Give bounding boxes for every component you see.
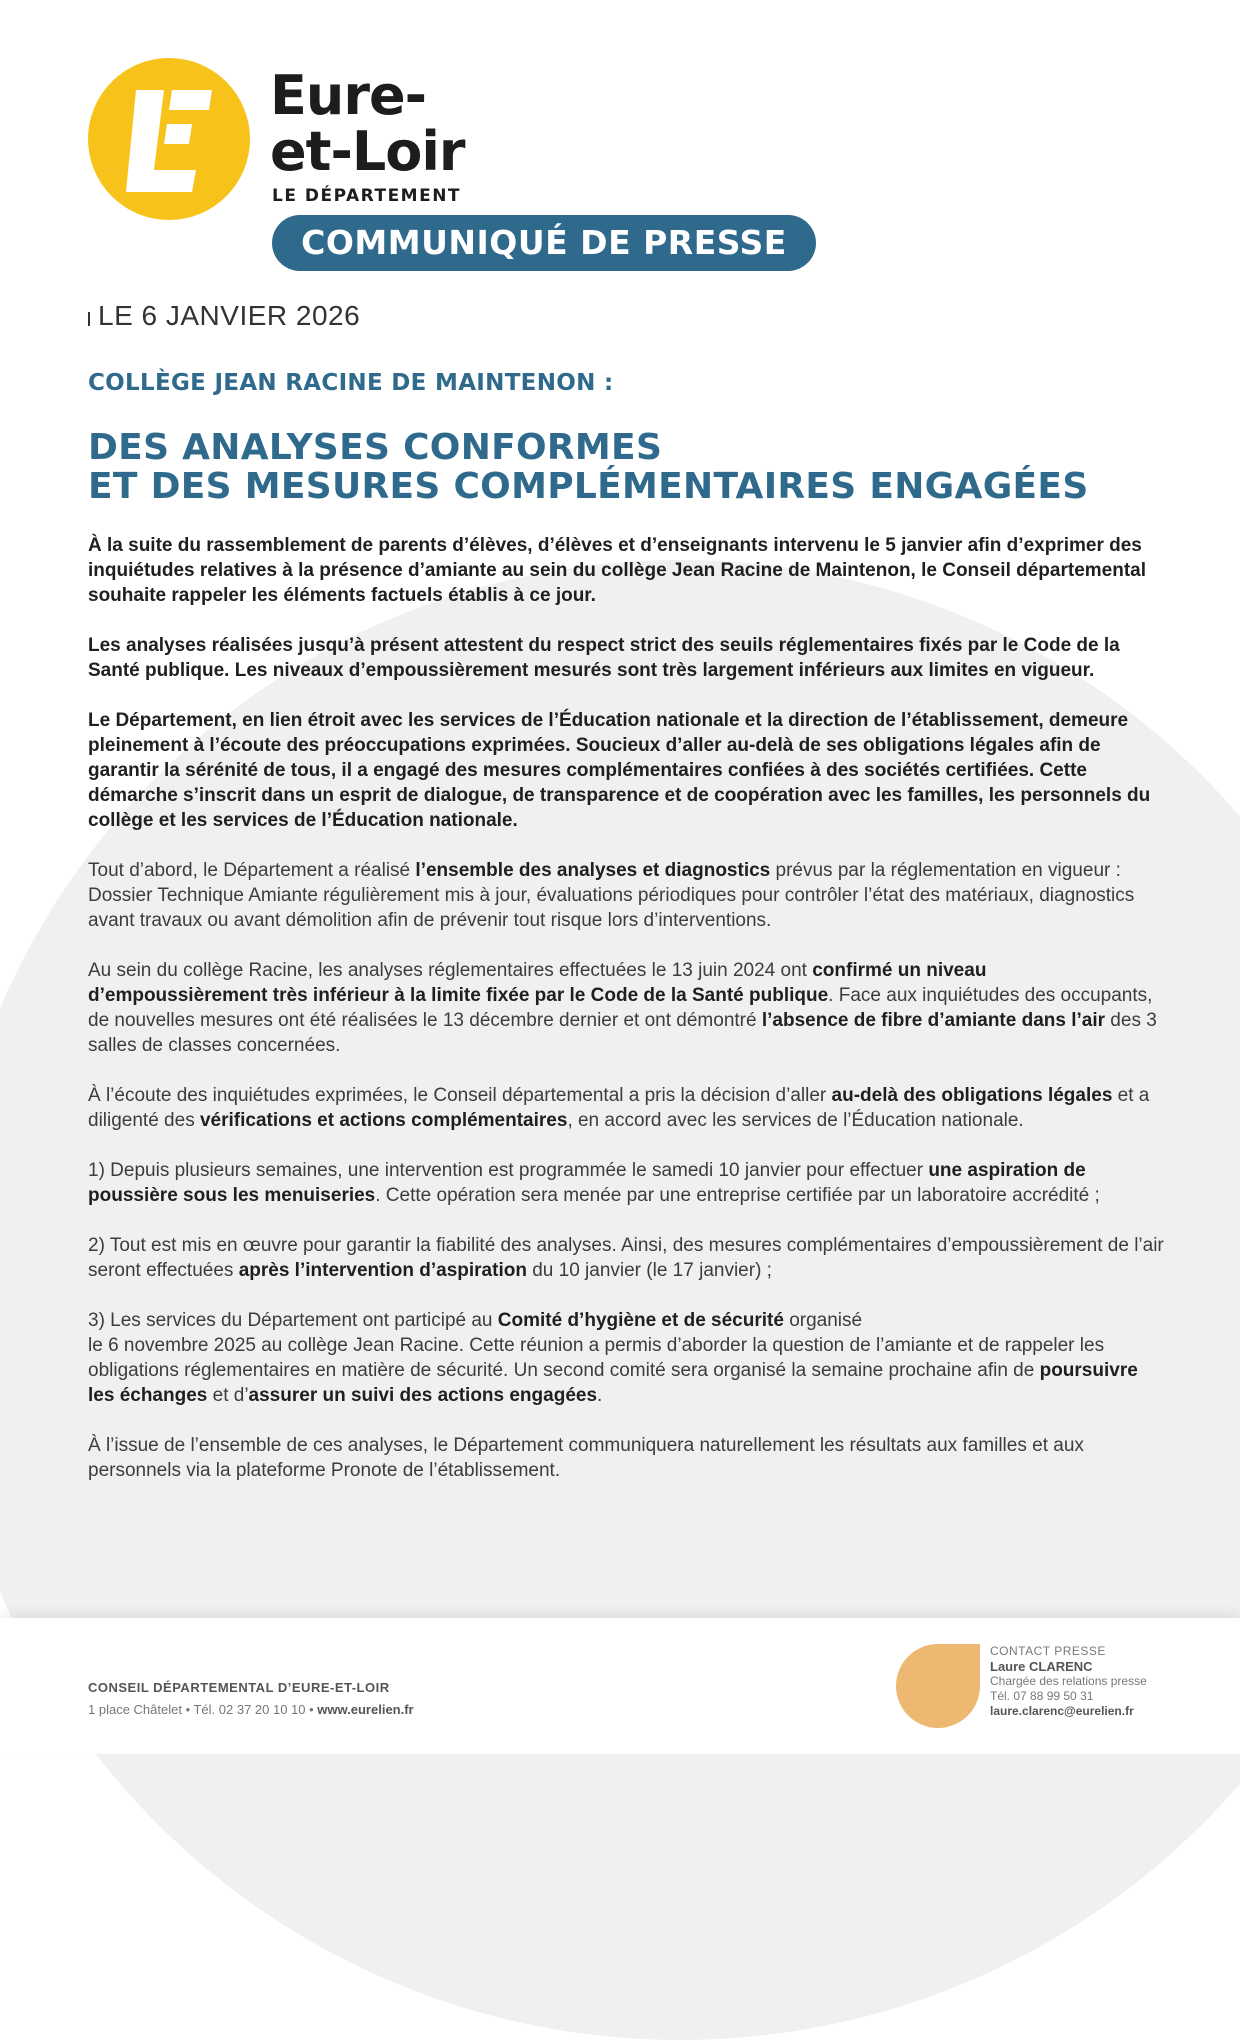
intro-paragraph-1: À la suite du rassemblement de parents d’élèves, d’élèves et d’enseignants intervenu le 5 janvier afin d’exprimer des inquiétudes relatives à la présence d’amiante au sein du collège Jean Racine de Maintenon, le Conseil départemental souhaite rappeler les éléments factuels établis à ce jour. xyxy=(88,535,1147,606)
emphasis: poursuivre les échanges xyxy=(88,1360,1138,1406)
text-run: 3) Les services du Département ont participé au xyxy=(88,1310,498,1331)
emphasis: au-delà des obligations légales xyxy=(831,1085,1113,1106)
page-footer xyxy=(0,1618,1240,1754)
article-body xyxy=(88,533,1168,1508)
date-separator xyxy=(88,312,90,326)
footer-website-link[interactable]: www.eurelien.fr xyxy=(317,1702,414,1717)
text-run: des 3 salles de classes concernées. xyxy=(88,1010,1157,1056)
text-run: et a diligenté des xyxy=(88,1085,1150,1131)
emphasis: vérifications et actions complémentaires xyxy=(199,1110,568,1131)
footer-address xyxy=(88,1702,414,1717)
contact-role: Chargée des relations presse xyxy=(990,1674,1147,1688)
text-run: . Face aux inquiétudes des occupants, de nouvelles mesures ont été réalisées le 13 décembre dernier et ont démontré xyxy=(88,985,1153,1031)
emphasis: confirmé un niveau d’empoussièrement très inférieur à la limite fixée par le Code de la Santé publique xyxy=(88,960,987,1006)
text-run: prévus par la réglementation en vigueur : Dossier Technique Amiante régulièrement mis à jour, évaluations périodiques pour contrôler l’état des matériaux, diagnostics avant travaux ou avant démolition afin de prévenir tout risque lors d’interventions. xyxy=(88,860,1135,931)
emphasis: une aspiration de poussière sous les menuiseries xyxy=(88,1160,1086,1206)
emphasis: assurer un suivi des actions engagées xyxy=(248,1385,598,1406)
headline xyxy=(88,428,1089,506)
list-item-3 xyxy=(88,1308,1168,1408)
body-paragraph-1 xyxy=(88,858,1168,933)
text-run: 2) Tout est mis en œuvre pour garantir la fiabilité des analyses. Ainsi, des mesures complémentaires d’empoussièrement de l’air seront effectuées xyxy=(88,1235,1164,1281)
text-run: Tout d’abord, le Département a réalisé xyxy=(88,860,416,881)
text-run: , en accord avec les services de l’Éducation nationale. xyxy=(567,1110,1024,1131)
text-run: . Cette opération sera menée par une entreprise certifiée par un laboratoire accrédité ; xyxy=(375,1185,1100,1206)
contact-email-link[interactable]: laure.clarenc@eurelien.fr xyxy=(990,1704,1134,1718)
text-run: du 10 janvier (le 17 janvier) ; xyxy=(526,1260,772,1281)
contact-label: CONTACT PRESSE xyxy=(990,1644,1106,1658)
emphasis: l’absence de fibre d’amiante dans l’air xyxy=(761,1010,1106,1031)
text-run: le 6 novembre 2025 au collège Jean Racine. Cette réunion a permis d’aborder la question de l’amiante et de rappeler les obligations réglementaires en matière de sécurité. Un second comité sera organisé la semaine prochaine afin de xyxy=(88,1335,1105,1381)
list-item-2 xyxy=(88,1233,1168,1283)
emphasis: après l’intervention d’aspiration xyxy=(238,1260,527,1281)
press-release-banner: COMMUNIQUÉ DE PRESSE xyxy=(272,215,816,271)
list-item-1 xyxy=(88,1158,1168,1208)
release-date xyxy=(88,300,360,332)
body-paragraph-2 xyxy=(88,958,1168,1058)
text-run: organisé xyxy=(783,1310,863,1331)
contact-decoration-icon xyxy=(896,1644,980,1728)
brand-name xyxy=(270,64,465,183)
release-date-text: LE 6 JANVIER 2026 xyxy=(98,300,361,331)
contact-phone: Tél. 07 88 99 50 31 xyxy=(990,1689,1094,1703)
text-run: 1) Depuis plusieurs semaines, une intervention est programmée le samedi 10 janvier pour effectuer xyxy=(88,1160,929,1181)
footer-organization: CONSEIL DÉPARTEMENTAL D’EURE-ET-LOIR xyxy=(88,1680,390,1695)
kicker-title: COLLÈGE JEAN RACINE DE MAINTENON : xyxy=(88,370,614,396)
headline-line-2: ET DES MESURES COMPLÉMENTAIRES ENGAGÉES xyxy=(88,466,1089,507)
headline-line-1: DES ANALYSES CONFORMES xyxy=(88,427,663,468)
closing-paragraph: À l’issue de l’ensemble de ces analyses, le Département communiquera naturellement les résultats aux familles et aux personnels via la plateforme Pronote de l’établissement. xyxy=(88,1435,1084,1481)
press-contact xyxy=(990,1644,1147,1719)
body-paragraph-3 xyxy=(88,1083,1168,1133)
text-run: . xyxy=(597,1385,603,1406)
intro-paragraph-3: Le Département, en lien étroit avec les services de l’Éducation nationale et la direction de l’établissement, demeure pleinement à l’écoute des préoccupations exprimées. Soucieux d’aller au-delà de ses obligations légales afin de garantir la sérénité de tous, il a engagé des mesures complémentaires confiées à des sociétés certifiées. Cette démarche s’inscrit dans un esprit de dialogue, de transparence et de coopération avec les familles, les personnels du collège et les services de l’Éducation nationale. xyxy=(88,710,1151,831)
text-run: À l’écoute des inquiétudes exprimées, le Conseil départemental a pris la décision d’aller xyxy=(88,1085,832,1106)
logo-mark-icon xyxy=(88,58,250,220)
brand-subtitle: LE DÉPARTEMENT xyxy=(272,186,462,206)
emphasis: Comité d’hygiène et de sécurité xyxy=(497,1310,784,1331)
department-logo xyxy=(88,58,250,220)
text-run: et d’ xyxy=(207,1385,249,1406)
footer-address-text: 1 place Châtelet • Tél. 02 37 20 10 10 • xyxy=(88,1702,318,1717)
intro-paragraph-2: Les analyses réalisées jusqu’à présent attestent du respect strict des seuils réglementaires fixés par le Code de la Santé publique. Les niveaux d’empoussièrement mesurés sont très largement inférieurs aux limites en vigueur. xyxy=(88,635,1120,681)
emphasis: l’ensemble des analyses et diagnostics xyxy=(415,860,771,881)
brand-line-2: et-Loir xyxy=(270,120,465,183)
brand-line-1: Eure- xyxy=(270,64,426,127)
text-run: Au sein du collège Racine, les analyses réglementaires effectuées le 13 juin 2024 ont xyxy=(88,960,813,981)
contact-name: Laure CLARENC xyxy=(990,1659,1093,1674)
